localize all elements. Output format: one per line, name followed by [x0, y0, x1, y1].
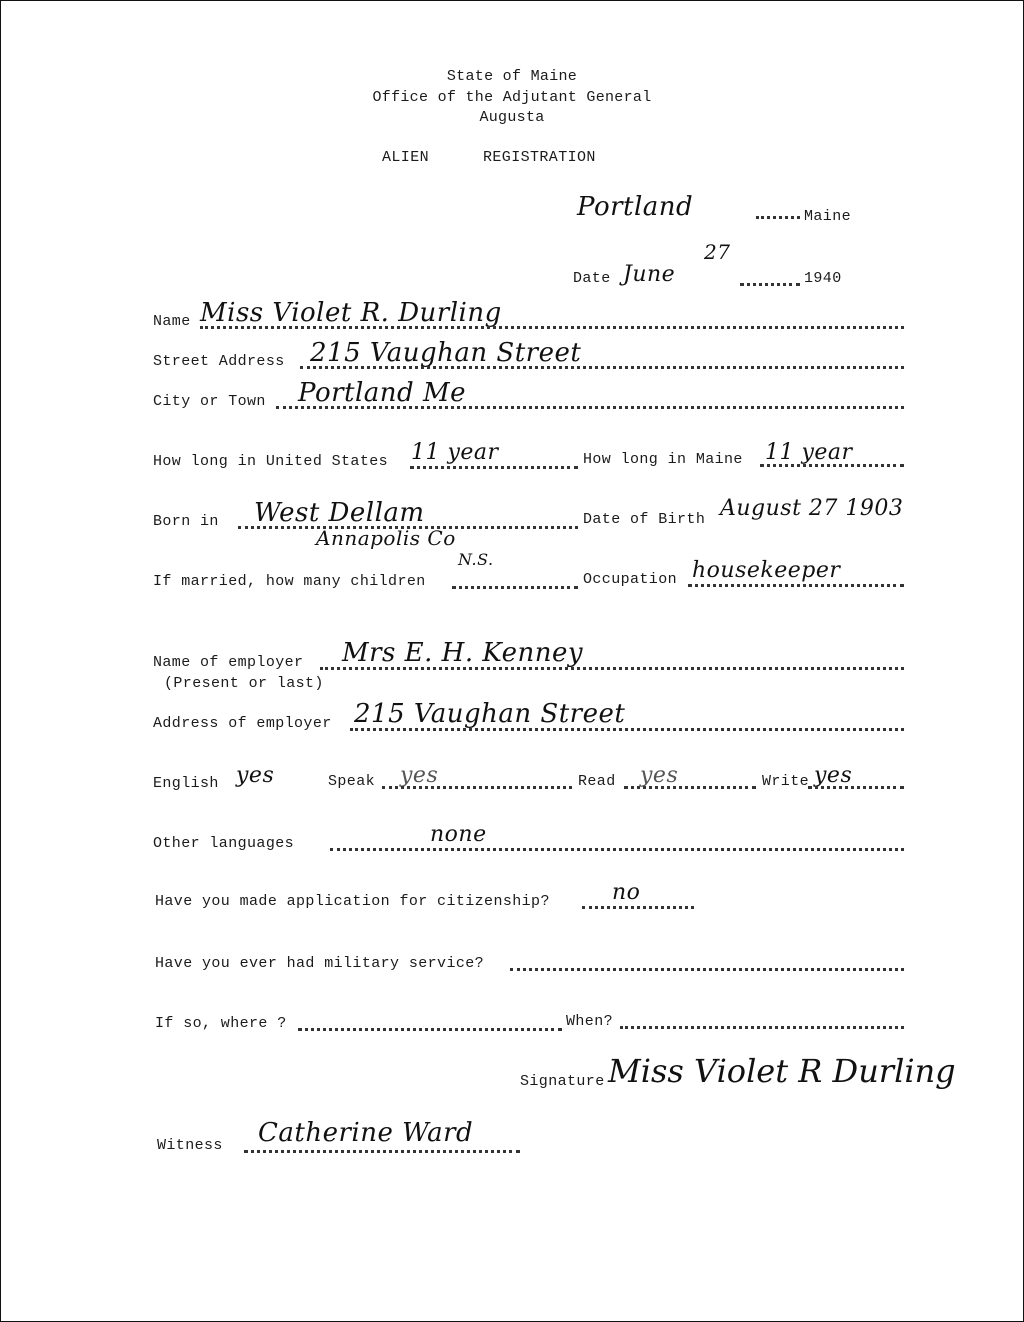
maine-years-label: How long in Maine: [583, 451, 743, 468]
english-value: yes: [236, 763, 275, 788]
date-year: 1940: [804, 270, 842, 287]
write-value: yes: [814, 763, 853, 788]
date-month-value: June: [623, 262, 676, 287]
header-office: Office of the Adjutant General: [372, 89, 652, 106]
military-label: Have you ever had military service?: [155, 955, 485, 972]
street-value: 215 Vaughan Street: [310, 338, 582, 368]
employer-value: Mrs E. H. Kenney: [342, 638, 584, 668]
where-label: If so, where ?: [155, 1015, 287, 1032]
english-label: English: [153, 775, 219, 792]
occupation-value: housekeeper: [692, 558, 841, 583]
signature-label: Signature: [520, 1073, 605, 1090]
read-value: yes: [640, 763, 679, 788]
maine-years-value: 11 year: [765, 440, 853, 465]
header-state: State of Maine: [446, 68, 578, 85]
citizenship-value: no: [612, 880, 641, 905]
title-alien: ALIEN: [382, 149, 430, 166]
citizenship-label: Have you made application for citizenship?: [155, 893, 550, 910]
header-city: Augusta: [479, 109, 545, 126]
other-languages-value: none: [430, 822, 487, 847]
employer-address-label: Address of employer: [153, 715, 332, 732]
read-label: Read: [578, 773, 616, 790]
speak-label: Speak: [328, 773, 376, 790]
name-dots: [200, 326, 904, 329]
other-languages-dots: [330, 848, 904, 851]
born-value: West Dellam: [254, 498, 425, 528]
date-day-value: 27: [704, 240, 731, 264]
write-dots: [808, 786, 904, 789]
children-dots: [452, 586, 578, 589]
write-label: Write: [762, 773, 810, 790]
city-label: City or Town: [153, 393, 266, 410]
city-value: Portland Me: [298, 378, 466, 408]
other-languages-label: Other languages: [153, 835, 295, 852]
born-label: Born in: [153, 513, 219, 530]
employer-label: Name of employer: [153, 654, 304, 671]
occupation-dots: [688, 584, 904, 587]
when-label: When?: [566, 1013, 614, 1030]
employer-sublabel: (Present or last): [164, 675, 324, 692]
title-registration: REGISTRATION: [483, 149, 596, 166]
read-dots: [624, 786, 756, 789]
children-label: If married, how many children: [153, 573, 426, 590]
signature-value: Miss Violet R Durling: [608, 1052, 956, 1090]
occupation-label: Occupation: [583, 571, 678, 588]
street-label: Street Address: [153, 353, 285, 370]
date-dots: [740, 283, 800, 286]
speak-dots: [382, 786, 572, 789]
place-state-label: Maine: [804, 208, 852, 225]
born-dots: [238, 526, 578, 529]
military-dots: [510, 968, 904, 971]
speak-value: yes: [400, 763, 439, 788]
maine-years-dots: [760, 464, 904, 467]
citizenship-dots: [582, 906, 694, 909]
place-city-value: Portland: [577, 192, 694, 222]
us-years-label: How long in United States: [153, 453, 389, 470]
place-dots: [756, 216, 800, 219]
where-dots: [298, 1028, 562, 1031]
employer-address-dots: [350, 728, 904, 731]
us-years-value: 11 year: [411, 440, 499, 465]
date-label: Date: [573, 270, 611, 287]
when-dots: [620, 1026, 904, 1029]
city-dots: [276, 406, 904, 409]
name-label: Name: [153, 313, 191, 330]
employer-address-value: 215 Vaughan Street: [354, 699, 626, 729]
street-dots: [300, 366, 904, 369]
born-province-value: N.S.: [458, 550, 494, 569]
name-value: Miss Violet R. Durling: [200, 298, 502, 328]
witness-label: Witness: [157, 1137, 223, 1154]
born-county-value: Annapolis Co: [316, 526, 456, 550]
dob-label: Date of Birth: [583, 511, 706, 528]
witness-dots: [244, 1150, 520, 1153]
witness-value: Catherine Ward: [258, 1118, 474, 1148]
us-years-dots: [410, 466, 578, 469]
employer-dots: [320, 667, 904, 670]
dob-value: August 27 1903: [720, 496, 904, 521]
